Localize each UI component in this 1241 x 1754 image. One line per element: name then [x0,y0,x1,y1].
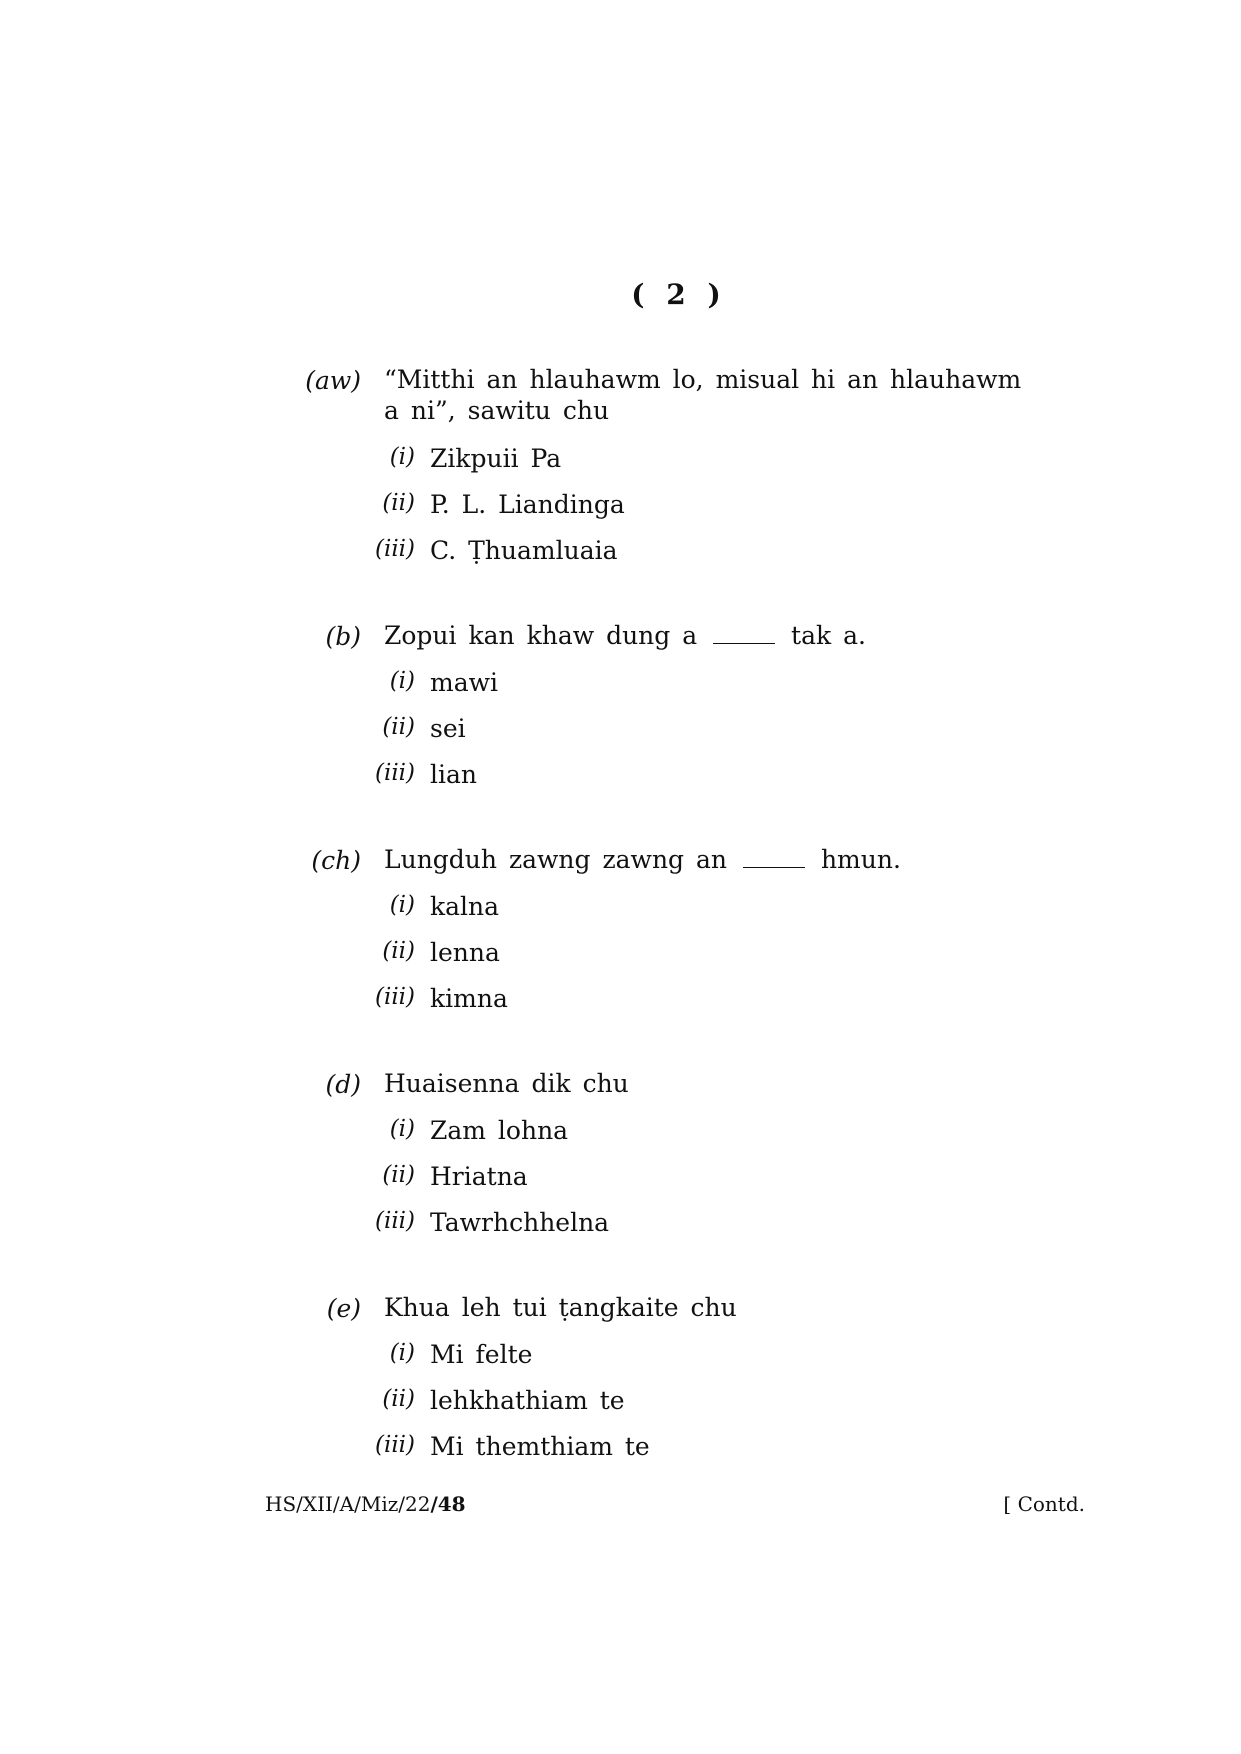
option [0,938,1241,970]
question-label: (aw) [305,366,361,395]
option-text: kimna [430,984,508,1013]
question-text-after: hmun. [820,845,901,874]
option [0,1386,1241,1418]
option [0,536,1241,568]
option [0,1208,1241,1240]
option-label: (iii) [374,1432,415,1458]
option-label: (ii) [382,1386,415,1412]
option-label: (ii) [382,714,415,740]
answer-blank [713,642,775,644]
option-label: (ii) [382,490,415,516]
option-label: (i) [389,1116,415,1142]
option-text: lian [430,760,477,789]
answer-blank [743,866,805,868]
option-text: C. Ṭhuamluaia [430,536,618,565]
option-text: Mi themthiam te [430,1432,650,1461]
option [0,760,1241,792]
option-text: Mi felte [430,1340,533,1369]
option [0,892,1241,924]
option-label: (iii) [374,984,415,1010]
option [0,490,1241,522]
option [0,668,1241,700]
option-text: Tawrhchhelna [430,1208,610,1237]
option-text: Hriatna [430,1162,528,1191]
option-text: Zikpuii Pa [430,444,562,473]
question-label: (e) [326,1294,361,1323]
continued-marker: [ Contd. [1003,1492,1085,1516]
question-text: Huaisenna dik chu [384,1069,629,1098]
option-label: (iii) [374,536,415,562]
option-text: lehkhathiam te [430,1386,625,1415]
option-label: (iii) [374,760,415,786]
question-label: (b) [325,622,361,651]
option-text: P. L. Liandinga [430,490,625,519]
question-text [384,620,1044,651]
question-text: “Mitthi an hlauhawm lo, misual hi an hlauhawm a ni”, sawitu chu [384,365,1022,425]
option [0,1162,1241,1194]
question-label: (d) [325,1070,361,1099]
option-label: (ii) [382,1162,415,1188]
option [0,1432,1241,1464]
question-text-after: tak a. [791,621,866,650]
question-text-before: Lungduh zawng zawng an [384,845,728,874]
paper-code [265,1492,466,1516]
option-label: (ii) [382,938,415,964]
page-number: ( 2 ) [631,278,727,311]
option-label: (iii) [374,1208,415,1234]
option-label: (i) [389,444,415,470]
option-text: mawi [430,668,499,697]
option [0,1340,1241,1372]
question-label: (ch) [311,846,361,875]
option-text: Zam lohna [430,1116,569,1145]
option-text: kalna [430,892,500,921]
option-text: sei [430,714,466,743]
option [0,444,1241,476]
option-label: (i) [389,668,415,694]
option-text: lenna [430,938,500,967]
option [0,984,1241,1016]
question-text: Khua leh tui ṭangkaite chu [384,1293,737,1322]
option-label: (i) [389,1340,415,1366]
paper-code-prefix: HS/XII/A/Miz/22 [265,1492,431,1516]
question-text-before: Zopui kan khaw dung a [384,621,698,650]
option [0,1116,1241,1148]
option-label: (i) [389,892,415,918]
option [0,714,1241,746]
question-text [384,844,1044,875]
paper-code-suffix: /48 [430,1492,466,1516]
